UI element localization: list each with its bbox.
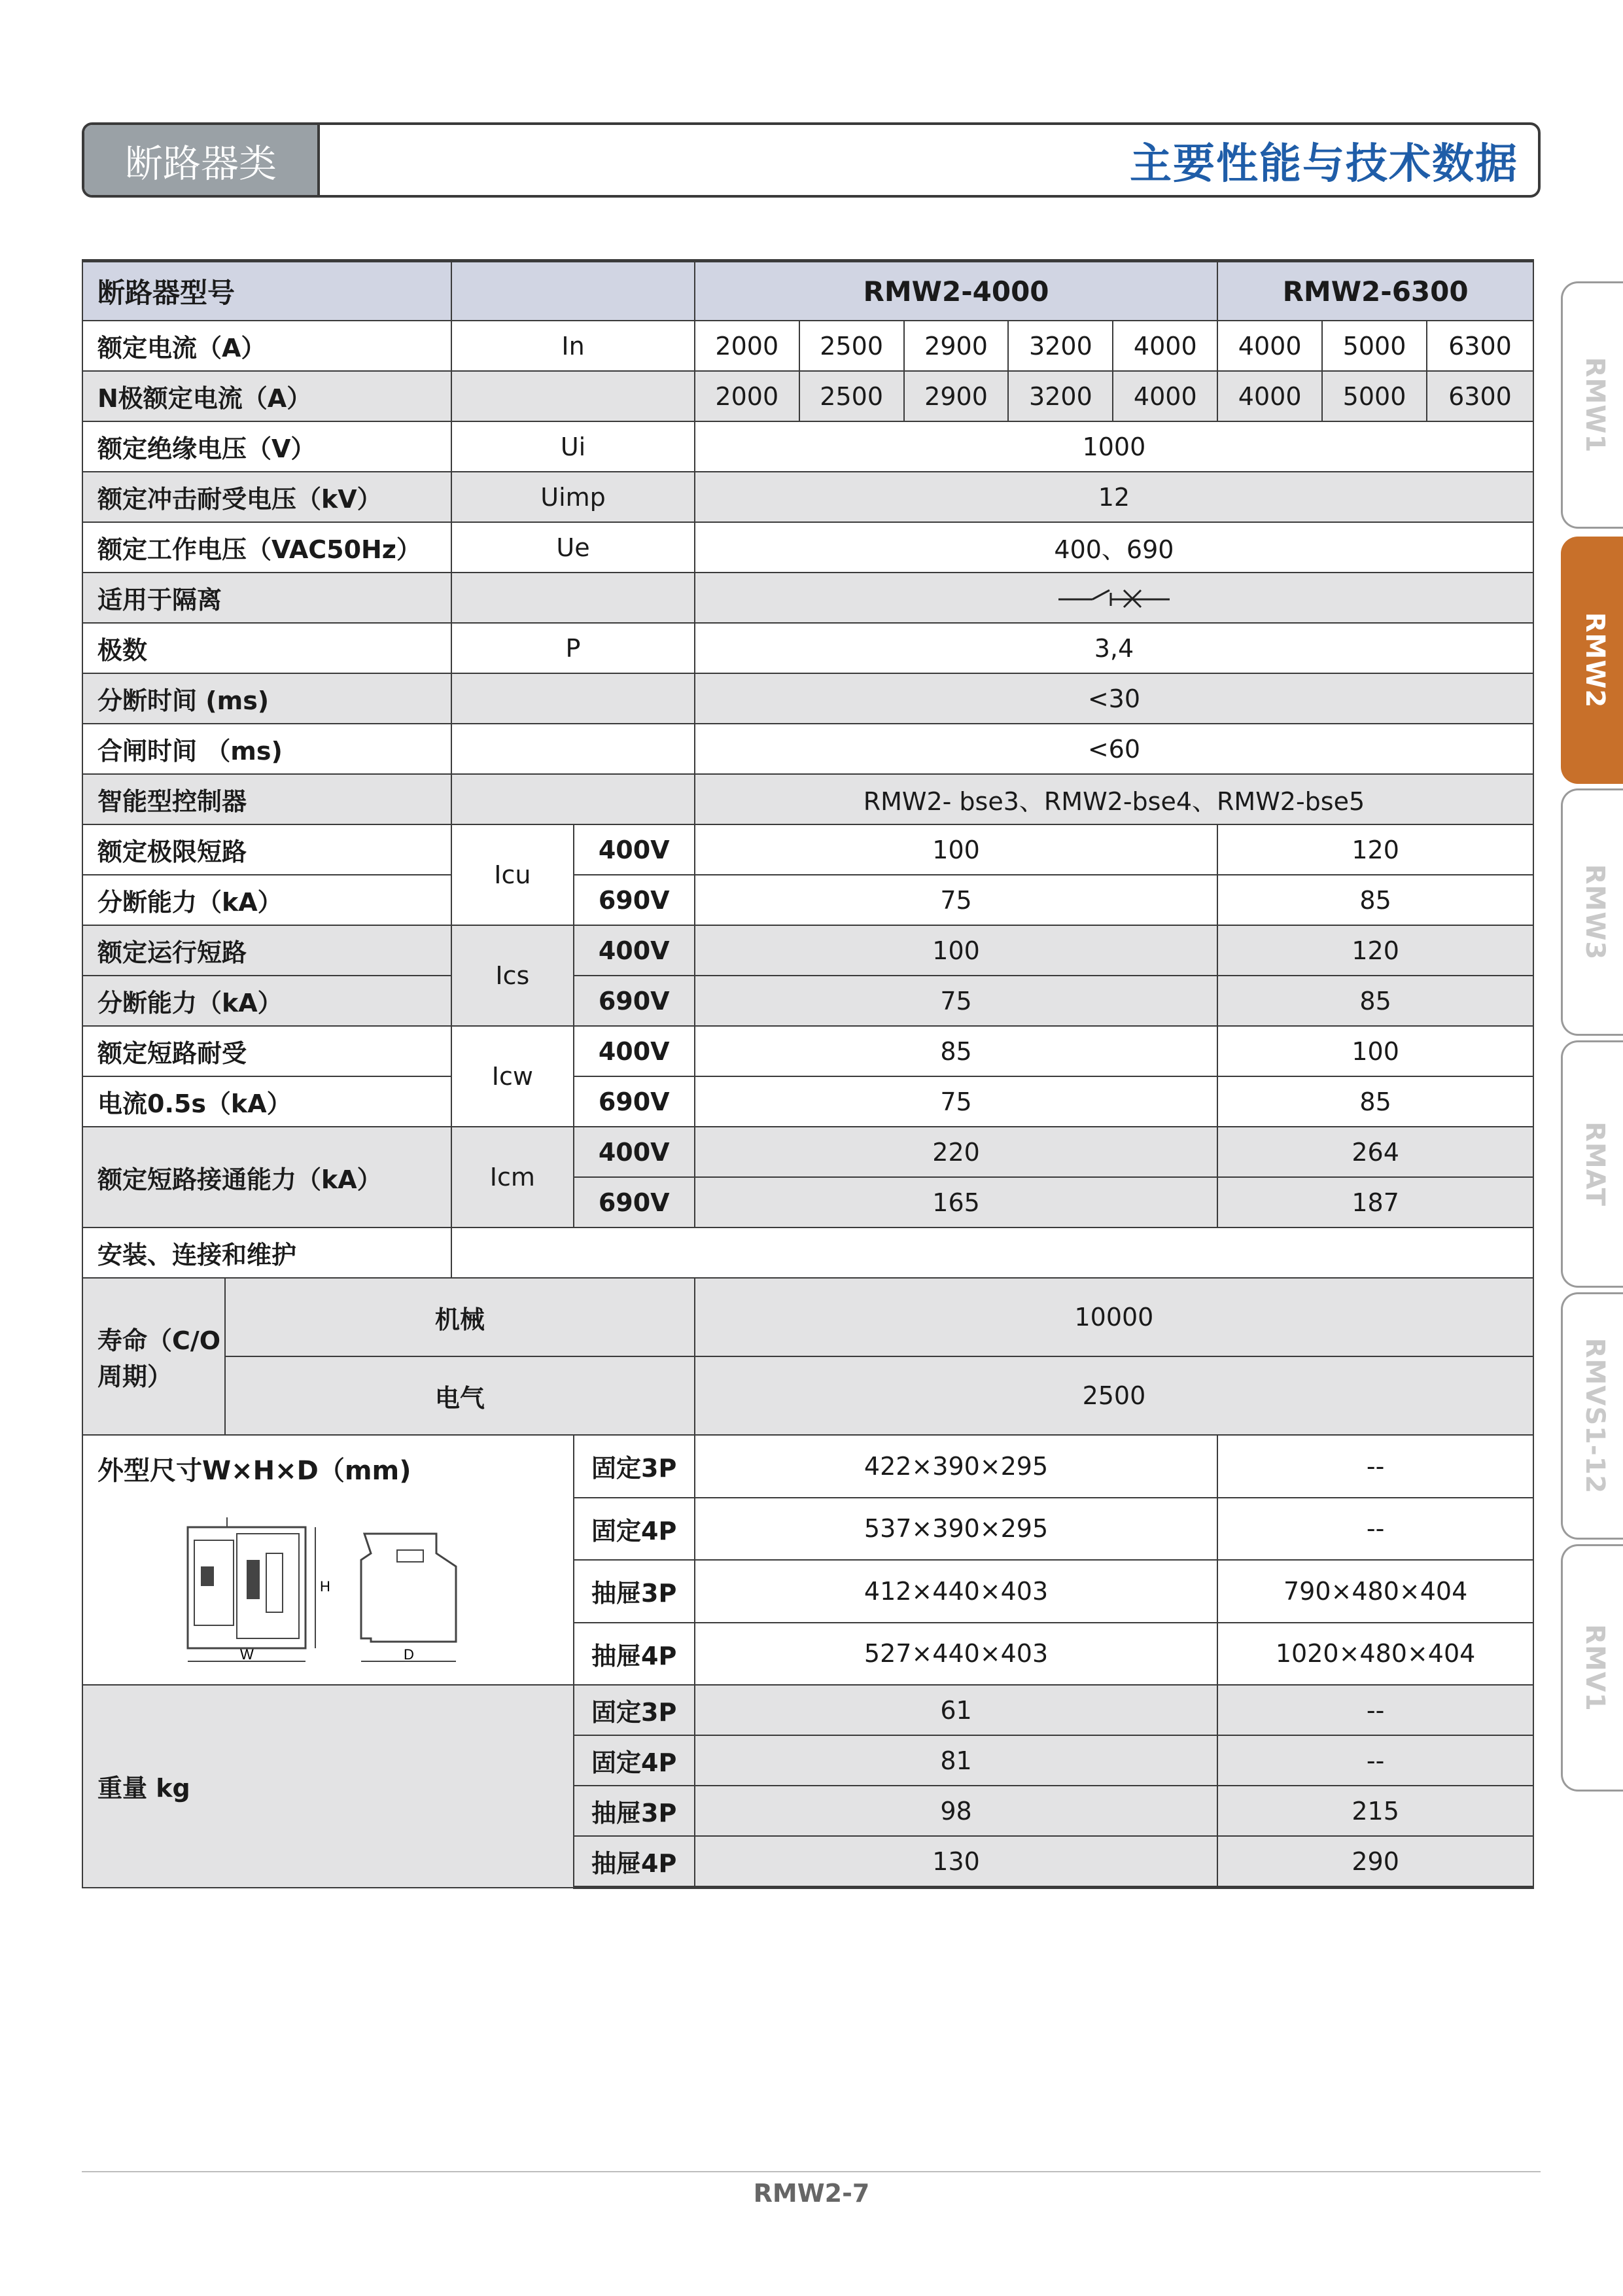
tab-label: RMW2	[1579, 612, 1610, 709]
cell: 187	[1217, 1177, 1533, 1227]
table-row	[82, 371, 1533, 421]
mount-type: 固定3P	[574, 1435, 695, 1498]
mount-type: 固定3P	[574, 1685, 695, 1735]
page-title: 主要性能与技术数据	[1130, 139, 1518, 188]
mount-type: 抽屉4P	[574, 1623, 695, 1686]
cell: 100	[1217, 1026, 1533, 1076]
table-row	[82, 321, 1533, 371]
cell: <30	[695, 673, 1533, 724]
cell: 75	[695, 976, 1217, 1026]
cell: 220	[695, 1127, 1217, 1177]
dimension-cell	[82, 1435, 574, 1685]
cell: 120	[1217, 925, 1533, 976]
spec-table	[82, 259, 1534, 1889]
cell: 1000	[695, 421, 1533, 472]
life-elec-label: 电气	[225, 1356, 695, 1435]
tab-label: RMVS1-12	[1579, 1337, 1610, 1494]
tab-label: RMV1	[1579, 1624, 1610, 1712]
table-row	[82, 824, 1533, 875]
cell: 412×440×403	[695, 1560, 1217, 1623]
section-header	[82, 122, 1541, 198]
row-label: 额定短路接通能力（kA）	[82, 1127, 451, 1227]
row-label: 寿命（C/O周期）	[82, 1278, 225, 1435]
row-label: 重量 kg	[82, 1685, 574, 1888]
cell: 264	[1217, 1127, 1533, 1177]
cell: 130	[695, 1836, 1217, 1888]
tab-rmvs1-12[interactable]	[1561, 1292, 1623, 1540]
cell: --	[1217, 1435, 1533, 1498]
cell: 85	[1217, 976, 1533, 1026]
table-row	[82, 472, 1533, 522]
mount-type: 抽屉3P	[574, 1786, 695, 1836]
cell: 165	[695, 1177, 1217, 1227]
cell: 6300	[1427, 371, 1533, 421]
table-row	[82, 1227, 1533, 1278]
cell: 1020×480×404	[1217, 1623, 1533, 1686]
mount-type: 固定4P	[574, 1498, 695, 1561]
row-label: 额定运行短路	[82, 925, 451, 976]
model-b: RMW2-6300	[1217, 261, 1533, 321]
row-label: 智能型控制器	[82, 774, 451, 824]
row-label: 额定绝缘电压（V）	[82, 421, 451, 472]
breaker-outline-figure	[175, 1514, 502, 1671]
table-row	[82, 976, 1533, 1026]
cell: 2000	[695, 321, 799, 371]
cell: 422×390×295	[695, 1435, 1217, 1498]
model-label: 断路器型号	[82, 261, 451, 321]
table-row	[82, 522, 1533, 573]
cell: 4000	[1217, 321, 1322, 371]
cell: 2900	[904, 321, 1009, 371]
cell: 100	[695, 925, 1217, 976]
tab-rmv1[interactable]	[1561, 1544, 1623, 1792]
row-label: N极额定电流（A）	[82, 371, 451, 421]
table-row	[82, 1127, 1533, 1177]
category-label: 断路器类	[84, 125, 320, 195]
mount-type: 固定4P	[574, 1735, 695, 1786]
row-label: 分断能力（kA）	[82, 875, 451, 925]
voltage-label: 400V	[574, 1026, 695, 1076]
table-row	[82, 573, 1533, 623]
row-label: 额定电流（A）	[82, 321, 451, 371]
cell: 85	[695, 1026, 1217, 1076]
row-symbol: Icu	[451, 824, 573, 925]
row-label: 适用于隔离	[82, 573, 451, 623]
row-label: 外型尺寸W×H×D（mm)	[97, 1456, 411, 1486]
cell: 98	[695, 1786, 1217, 1836]
cell: 4000	[1217, 371, 1322, 421]
cell: 537×390×295	[695, 1498, 1217, 1561]
table-row	[82, 623, 1533, 673]
row-symbol: Ui	[451, 421, 695, 472]
row-symbol: Ics	[451, 925, 573, 1026]
cell: 400、690	[695, 522, 1533, 573]
cell: 6300	[1427, 321, 1533, 371]
row-symbol: Uimp	[451, 472, 695, 522]
cell: --	[1217, 1685, 1533, 1735]
cell: 790×480×404	[1217, 1560, 1533, 1623]
table-row	[82, 673, 1533, 724]
cell: 2500	[695, 1356, 1533, 1435]
voltage-label: 690V	[574, 976, 695, 1026]
cell: 215	[1217, 1786, 1533, 1836]
cell: 3,4	[695, 623, 1533, 673]
mount-type: 抽屉4P	[574, 1836, 695, 1888]
cell: 85	[1217, 1076, 1533, 1127]
table-row	[82, 1435, 1533, 1498]
voltage-label: 400V	[574, 925, 695, 976]
table-header-row	[82, 261, 1533, 321]
voltage-label: 400V	[574, 1127, 695, 1177]
table-row	[82, 1076, 1533, 1127]
table-row	[82, 1278, 1533, 1356]
cell: 61	[695, 1685, 1217, 1735]
row-label: 电流0.5s（kA）	[82, 1076, 451, 1127]
row-symbol: Ue	[451, 522, 695, 573]
row-label: 合闸时间 （ms)	[82, 724, 451, 774]
dim-d-label: D	[404, 1646, 414, 1663]
cell: 2500	[799, 371, 904, 421]
tab-label: RMAT	[1579, 1122, 1610, 1207]
tab-rmw1[interactable]	[1561, 281, 1623, 529]
table-row	[82, 1356, 1533, 1435]
row-label: 额定短路耐受	[82, 1026, 451, 1076]
voltage-label: 400V	[574, 824, 695, 875]
cell: 290	[1217, 1836, 1533, 1888]
cell: 75	[695, 875, 1217, 925]
table-row	[82, 925, 1533, 976]
tab-rmw3[interactable]	[1561, 788, 1623, 1036]
cell: 3200	[1008, 321, 1113, 371]
cell: 4000	[1113, 321, 1217, 371]
dim-h-label: H	[320, 1578, 330, 1595]
cell: 4000	[1113, 371, 1217, 421]
cell: 81	[695, 1735, 1217, 1786]
cell: --	[1217, 1498, 1533, 1561]
table-row	[82, 1026, 1533, 1076]
dim-w-label: W	[240, 1646, 254, 1663]
row-label: 分断能力（kA）	[82, 976, 451, 1026]
row-label: 额定冲击耐受电压（kV）	[82, 472, 451, 522]
cell: --	[1217, 1735, 1533, 1786]
table-row	[82, 875, 1533, 925]
tab-rmat[interactable]	[1561, 1040, 1623, 1288]
tab-label: RMW3	[1579, 864, 1610, 961]
cell: 527×440×403	[695, 1623, 1217, 1686]
tab-rmw2[interactable]	[1561, 537, 1623, 784]
cell: 5000	[1322, 371, 1427, 421]
footer-divider	[82, 2171, 1541, 2172]
cell: 100	[695, 824, 1217, 875]
row-symbol: Icw	[451, 1026, 573, 1127]
cell: 5000	[1322, 321, 1427, 371]
cell: 75	[695, 1076, 1217, 1127]
table-row	[82, 724, 1533, 774]
table-row	[82, 774, 1533, 824]
row-symbol: P	[451, 623, 695, 673]
cell: 120	[1217, 824, 1533, 875]
life-mech-label: 机械	[225, 1278, 695, 1356]
row-symbol: Icm	[451, 1127, 573, 1227]
cell: 12	[695, 472, 1533, 522]
voltage-label: 690V	[574, 1076, 695, 1127]
cell: RMW2- bse3、RMW2-bse4、RMW2-bse5	[695, 774, 1533, 824]
cell: 2000	[695, 371, 799, 421]
row-label: 分断时间 (ms)	[82, 673, 451, 724]
table-row	[82, 1685, 1533, 1735]
voltage-label: 690V	[574, 1177, 695, 1227]
cell: 2900	[904, 371, 1009, 421]
mount-type: 抽屉3P	[574, 1560, 695, 1623]
row-symbol: In	[451, 321, 695, 371]
tab-label: RMW1	[1579, 357, 1610, 453]
cell: <60	[695, 724, 1533, 774]
cell: 10000	[695, 1278, 1533, 1356]
voltage-label: 690V	[574, 875, 695, 925]
row-label: 额定工作电压（VAC50Hz）	[82, 522, 451, 573]
cell: 85	[1217, 875, 1533, 925]
row-label: 安装、连接和维护	[82, 1227, 451, 1278]
table-row	[82, 421, 1533, 472]
model-a: RMW2-4000	[695, 261, 1217, 321]
isolation-symbol-icon	[695, 573, 1533, 623]
row-label: 额定极限短路	[82, 824, 451, 875]
row-label: 极数	[82, 623, 451, 673]
page-number: RMW2-7	[753, 2179, 870, 2208]
cell: 2500	[799, 321, 904, 371]
cell: 3200	[1008, 371, 1113, 421]
